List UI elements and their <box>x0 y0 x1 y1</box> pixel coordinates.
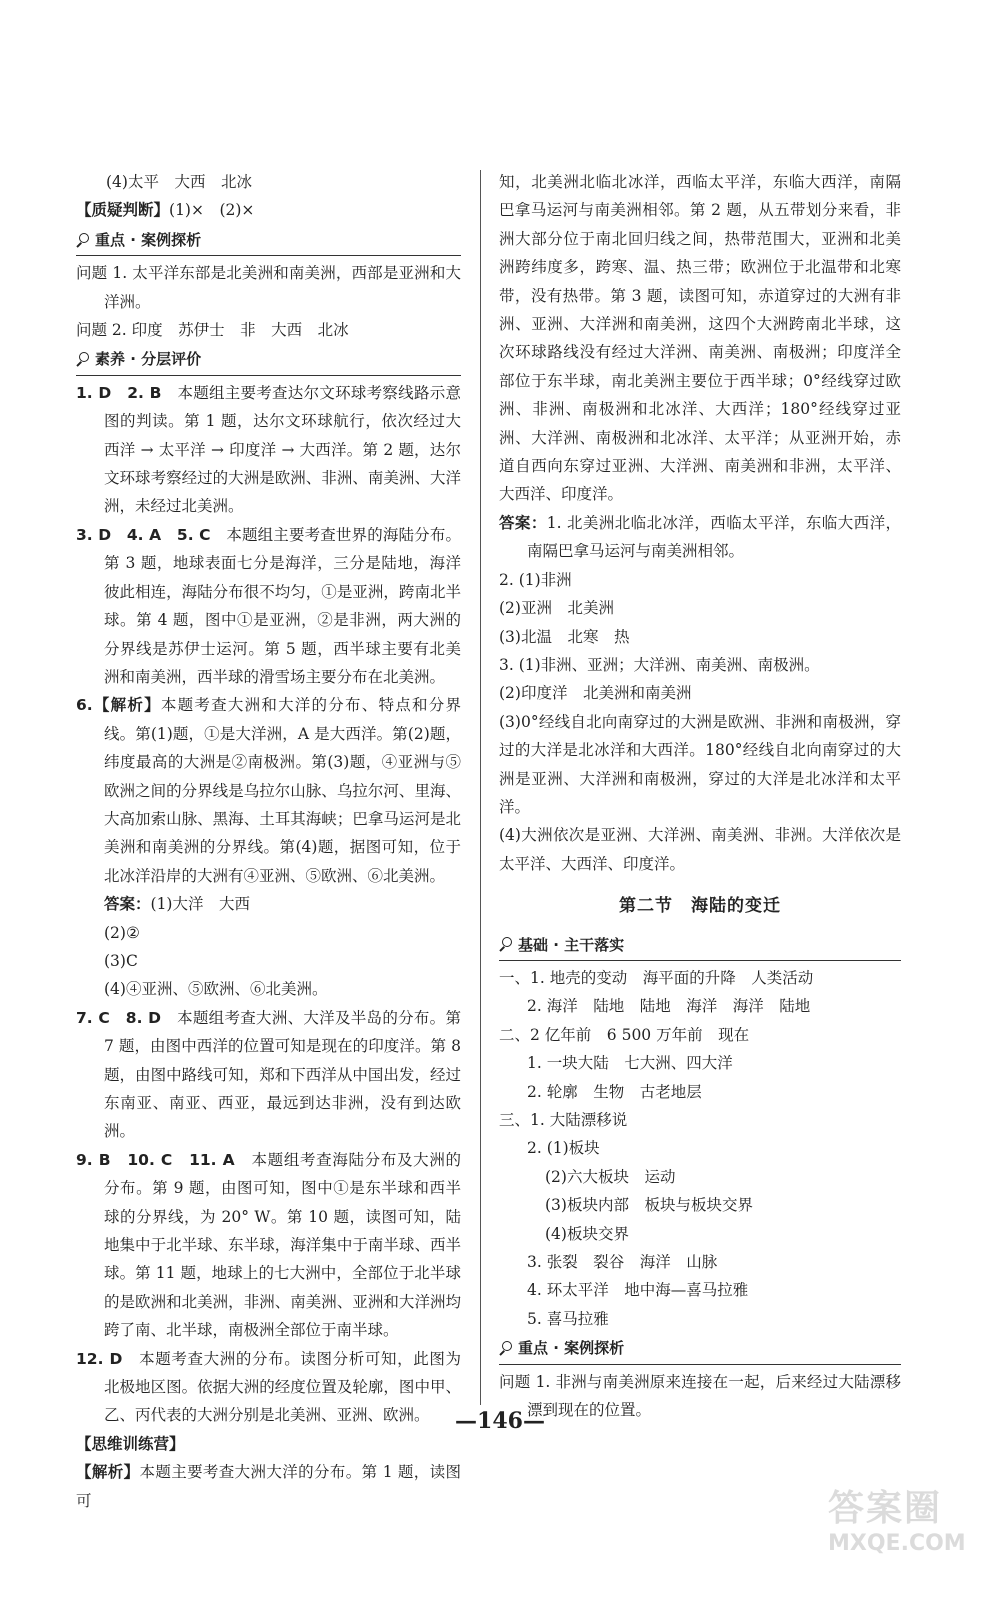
answer-numbers: 3. D 4. A 5. C <box>76 525 211 544</box>
answer-item: (3)北温 北寒 热 <box>499 627 630 646</box>
basic-item: 2. 海洋 陆地 陆地 海洋 海洋 陆地 <box>527 997 811 1016</box>
basic-item: 2. (1)板块 <box>527 1139 600 1158</box>
section-label: 基础 · 主干落实 <box>518 935 625 954</box>
answer-text: 本题组主要考查世界的海陆分布。第 3 题，地球表面七分是海洋，三分是陆地，海洋彼此相连，海陆分布很不均匀，①是亚洲，跨南北半球。第 4 题，图中①是亚洲，②是非洲，两大洲的分界线是苏伊士运河。第 5 题，西半球主要有北美洲和南美洲，西半球的滑雪场主要分布在北美洲。 <box>104 525 461 686</box>
answer-line: (4)太平 大西 北冰 <box>106 173 252 191</box>
basic-item: (4)板块交界 <box>545 1224 629 1243</box>
answer-item: (4)大洲依次是亚洲、大洋洲、南美洲、非洲。大洋依次是太平洋、大西洋、印度洋。 <box>499 826 901 873</box>
answer-label: 答案： <box>499 513 547 532</box>
basic-item: 二、2 亿年前 6 500 万年前 现在 <box>499 1025 750 1044</box>
answer-item: (3)0°经线自北向南穿过的大洲是欧洲、非洲和南极洲，穿过的大洋是北冰洋和大西洋。180°经线自北向南穿过的大洲是亚洲、大洋洲和南极洲，穿过的大洋是北冰洋和太平洋。 <box>499 712 901 816</box>
section-label: 素养 · 分层评价 <box>95 350 202 369</box>
jiexi-tag: 【解析】 <box>92 696 161 715</box>
answer-label-line <box>76 890 461 918</box>
zhiyi-line <box>76 196 461 224</box>
question-1: 问题 1. 太平洋东部是北美洲和南美洲，西部是亚洲和大洋洲。 <box>76 264 461 311</box>
section-header <box>76 226 461 256</box>
answer-item: 2. (1)非洲 <box>499 570 572 589</box>
basic-item: 2. 轮廓 生物 古老地层 <box>527 1082 702 1101</box>
answer-text: 本题组考查海陆分布及大洲的分布。第 9 题，由图可知，图中①是东半球和西半球的分界线，为 20° W。第 10 题，读图可知，陆地集中于北半球、东半球，海洋集中于南半球、西半球。第 11 题，地球上的七大洲中，全部位于北半球的是欧洲和北美洲，非洲、南美洲、亚洲和大洋洲均跨了南、北半球，南极洲全部位于南半球。 <box>104 1150 461 1340</box>
answer-text: 1. 北美洲北临北冰洋，西临太平洋，东临大西洋，南隔巴拿马运河与南美洲相邻。 <box>527 513 901 561</box>
continued-text: 知，北美洲北临北冰洋，西临太平洋，东临大西洋，南隔巴拿马运河与南美洲相邻。第 2 题，从五带划分来看，非洲大部分位于南北回归线之间，热带范围大，亚洲和北美洲跨纬度多，跨寒、温、热三带；欧洲位于北温带和北寒带，没有热带。第 3 题，读图可知，赤道穿过的大洲有非洲、亚洲、大洋洲和南美洲，这四个大洲跨南北半球，这次环球路线没有经过大洋洲、南美洲、南极洲；印度洋全部位于东半球，南北美洲主要位于西半球；0°经线穿过欧洲、非洲、南极洲和北冰洋、大西洋；180°经线穿过亚洲、大洋洲、南极洲和北冰洋、太平洋；从亚洲开始，赤道自西向东穿过亚洲、大洋洲、南美洲和非洲，太平洋、大西洋、印度洋。 <box>499 173 901 504</box>
magnifier-icon <box>76 352 91 367</box>
basic-item: 3. 张裂 裂谷 海洋 山脉 <box>527 1253 718 1272</box>
magnifier-icon <box>76 233 91 248</box>
zhiyi-value: (1)× (2)× <box>169 201 255 220</box>
watermark-logo <box>828 1480 978 1595</box>
answer-block-3-5 <box>76 521 461 691</box>
basic-item: 5. 喜马拉雅 <box>527 1309 609 1328</box>
page-number: —146— <box>455 1408 545 1434</box>
zhiyi-tag: 【质疑判断】 <box>76 201 170 220</box>
section-header <box>76 345 461 375</box>
section-header <box>499 931 901 961</box>
jiexi-line <box>76 1458 461 1515</box>
magnifier-icon <box>499 1341 514 1356</box>
answer-line <box>499 509 901 566</box>
section-title: 第二节 海陆的变迁 <box>619 896 781 917</box>
siwei-tag: 【思维训练营】 <box>76 1434 185 1453</box>
basic-item: 一、1. 地壳的变动 海平面的升降 人类活动 <box>499 968 814 987</box>
answer-numbers: 7. C 8. D <box>76 1008 162 1027</box>
answer-item: (3)C <box>104 951 138 970</box>
answer-text: 本题考查大洲和大洋的分布、特点和分界线。第(1)题，①是大洋洲，A 是大西洋。第(2)题，纬度最高的大洲是②南极洲。第(3)题，④亚洲与⑤欧洲之间的分界线是乌拉尔山脉、乌拉尔河、里海、大高加索山脉、黑海、土耳其海峡；巴拿马运河是北美洲和南美洲的分界线。第(4)题，据图可知，位于北冰洋沿岸的大洲有④亚洲、⑤欧洲、⑥北美洲。 <box>104 696 461 885</box>
answer-text: 本题组考查大洲、大洋及半岛的分布。第 7 题，由图中西洋的位置可知是现在的印度洋。第 8 题，由图中路线可知，郑和下西洋从中国出发，经过东南亚、南亚、西亚，最远到达非洲，没有到达欧洲。 <box>104 1008 461 1141</box>
answer-item: (4)④亚洲、⑤欧洲、⑥北美洲。 <box>104 980 328 999</box>
magnifier-icon <box>499 937 514 952</box>
answer-block-9-11 <box>76 1146 461 1345</box>
answer-item: (1)大洋 大西 <box>150 895 250 914</box>
left-column <box>76 168 461 1515</box>
answer-numbers: 9. B 10. C 11. A <box>76 1150 235 1169</box>
answer-text: 本题组主要考查达尔文环球考察线路示意图的判读。第 1 题，达尔文环球航行，依次经过大西洋 → 太平洋 → 印度洋 → 大西洋。第 2 题，达尔文环球考察经过的大洲是欧洲、非洲、南美洲、大洋洲，未经过北美洲。 <box>104 383 461 516</box>
answer-block-7-8 <box>76 1004 461 1146</box>
section-label: 重点 · 案例探析 <box>518 1339 625 1358</box>
watermark-url: MXQE.COM <box>828 1531 966 1556</box>
question-1: 问题 1. 非洲与南美洲原来连接在一起，后来经过大陆漂移漂到现在的位置。 <box>499 1372 901 1420</box>
answer-item: (2)亚洲 北美洲 <box>499 599 614 618</box>
jiexi-tag: 【解析】 <box>76 1463 140 1482</box>
column-divider <box>480 170 481 1405</box>
section-label: 重点 · 案例探析 <box>95 230 202 249</box>
watermark-text: 答案圈 <box>828 1488 943 1529</box>
basic-item: (3)板块内部 板块与板块交界 <box>545 1196 753 1215</box>
answer-numbers: 12. D <box>76 1349 123 1368</box>
answer-numbers: 6. <box>76 696 93 715</box>
answer-item: (2)② <box>104 923 140 942</box>
answer-item: 3. (1)非洲、亚洲；大洋洲、南美洲、南极洲。 <box>499 655 820 674</box>
answer-numbers: 1. D 2. B <box>76 383 162 402</box>
basic-item: (2)六大板块 运动 <box>545 1167 676 1186</box>
answer-block-1-2 <box>76 379 461 521</box>
question-2: 问题 2. 印度 苏伊士 非 大西 北冰 <box>76 321 349 340</box>
answer-text: 本题考查大洲的分布。读图分析可知，此图为北极地区图。依据大洲的经度位置及轮廓，图中甲、乙、丙代表的大洲分别是北美洲、亚洲、欧洲。 <box>104 1349 461 1425</box>
answer-block-6 <box>76 691 461 890</box>
basic-item: 三、1. 大陆漂移说 <box>499 1111 628 1129</box>
basic-item: 1. 一块大陆 七大洲、四大洋 <box>527 1054 733 1073</box>
answer-item: (2)印度洋 北美洲和南美洲 <box>499 684 692 703</box>
answer-label: 答案： <box>104 895 151 914</box>
section-header <box>499 1334 901 1364</box>
basic-item: 4. 环太平洋 地中海—喜马拉雅 <box>527 1281 749 1300</box>
jiexi-text: 本题主要考查大洲大洋的分布。第 1 题，读图可 <box>76 1463 461 1510</box>
right-column <box>499 168 901 1424</box>
